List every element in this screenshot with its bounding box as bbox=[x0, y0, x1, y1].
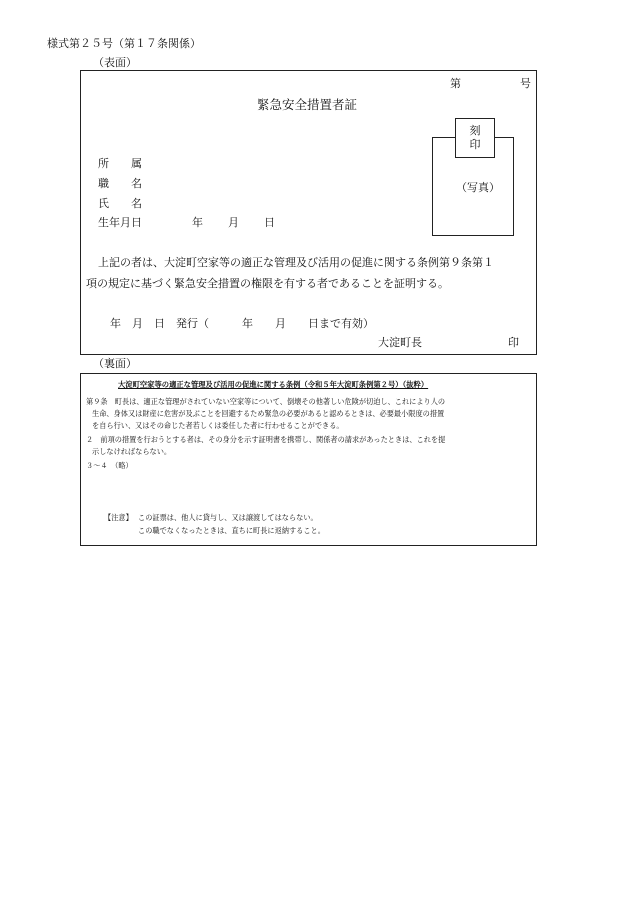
field-job-title: 職 名 bbox=[98, 177, 142, 190]
issue-line: 年 月 日 発行（ 年 月 日まで有効） bbox=[110, 317, 374, 330]
number-prefix: 第 bbox=[450, 77, 461, 90]
back-label: （裏面） bbox=[93, 357, 137, 370]
notice-line-1: この証票は、他人に貸与し、又は譲渡してはならない。 bbox=[138, 513, 318, 522]
stamp-line-1: 刻 bbox=[469, 124, 481, 137]
seal-mark: 印 bbox=[508, 336, 519, 349]
front-label: （表面） bbox=[93, 56, 137, 69]
card-title: 緊急安全措置者証 bbox=[257, 97, 358, 112]
field-affiliation: 所 属 bbox=[98, 157, 142, 170]
article9-line-1: 第９条 町長は、適正な管理がされていない空家等について、倒壊その他著しい危険が切迫し、これにより人の bbox=[86, 397, 446, 406]
para2-line-1: ２ 前項の措置を行おうとする者は、その身分を示す証明書を携帯し、関係者の請求があったときは、これを提 bbox=[86, 435, 446, 444]
field-name: 氏 名 bbox=[98, 197, 142, 210]
birth-month: 月 bbox=[228, 216, 239, 229]
issuer: 大淀町長 bbox=[378, 336, 422, 349]
statement-line-2: 項の規定に基づく緊急安全措置の権限を有する者であることを証明する。 bbox=[86, 277, 449, 290]
engraved-seal-box bbox=[455, 118, 495, 158]
article9-line-2: 生命、身体又は財産に危害が及ぶことを回避するため緊急の必要があると認めるときは、必要最小限度の措置 bbox=[92, 409, 445, 418]
field-birthdate: 生年月日 bbox=[98, 216, 142, 229]
stamp-line-2: 印 bbox=[469, 138, 481, 151]
ordinance-title: 大淀町空家等の適正な管理及び活用の促進に関する条例（令和５年大淀町条例第２号）（抜粋） bbox=[118, 380, 429, 389]
notice-line-2: この職でなくなったときは、直ちに町長に返納すること。 bbox=[138, 526, 325, 535]
para2-line-2: 示しなければならない。 bbox=[92, 447, 172, 456]
form-number: 様式第２５号（第１７条関係） bbox=[47, 37, 201, 50]
notice-label: 【注意】 bbox=[104, 513, 133, 522]
para3: ３～４ （略） bbox=[86, 461, 133, 470]
birth-day: 日 bbox=[264, 216, 275, 229]
statement-line-1: 上記の者は、大淀町空家等の適正な管理及び活用の促進に関する条例第９条第１ bbox=[98, 256, 494, 269]
number-suffix: 号 bbox=[520, 77, 531, 90]
birth-year: 年 bbox=[192, 216, 203, 229]
photo-label: （写真） bbox=[456, 181, 500, 194]
article9-line-3: を自ら行い、又はその命じた者若しくは委任した者に行わせることができる。 bbox=[92, 421, 344, 430]
